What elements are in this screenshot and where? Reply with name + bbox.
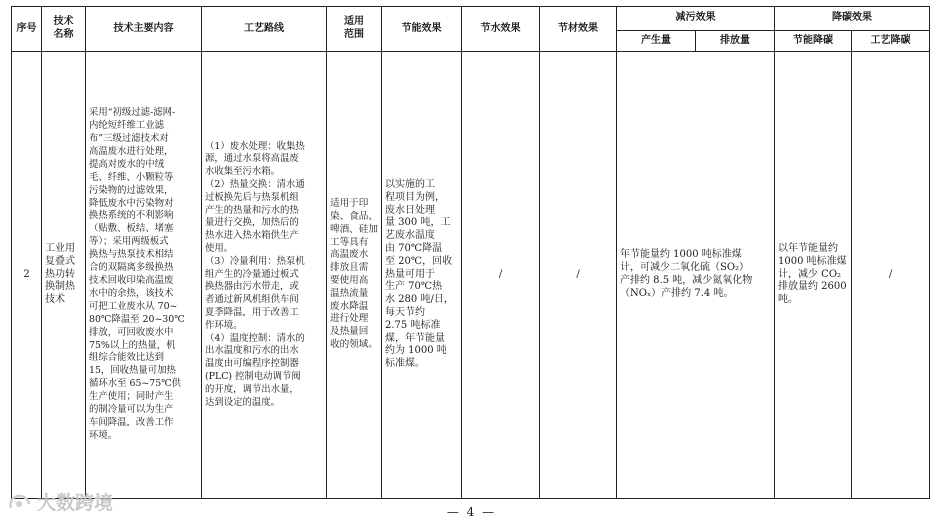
cell-seq: 2 bbox=[12, 52, 42, 499]
header-process: 工艺路线 bbox=[202, 7, 327, 52]
watermark-text: 大数跨境 bbox=[37, 492, 114, 514]
header-carbon-energy: 节能降碳 bbox=[775, 31, 852, 52]
watermark bbox=[7, 488, 113, 515]
header-water: 节水效果 bbox=[462, 7, 540, 52]
cell-tech-content: 采用“初级过滤-滤网- 内纶短纤维工业滤 布”三级过滤技术对 高温废水进行处理， 提高对废水的中绒 毛、纤维、小颗粒等 污染物的过滤效果， 降低废水中污染物对 换热系统的不利影响 （贴敷、板结、堵塞 等）；采用两级板式 换热与热泵技术相结 合的双隔离多级换热 技术回收印染高温废 水中的余热，该技术 可把工业废水从 70~ 80℃降温至 20~30℃ 排放，可回收废水中 75%以上的热量，机 组综合能效比达到 15，回收热量可加热 循环水至 65~75℃供 生产使用；同时产生 的制冷量可以为生产 车间降温，改善工作 环境。 bbox=[86, 52, 202, 499]
technology-table bbox=[11, 6, 930, 499]
header-tech-content: 技术主要内容 bbox=[86, 7, 202, 52]
cell-material: / bbox=[540, 52, 617, 499]
cell-scope: 适用于印 染、食品、 啤酒、硅加 工等具有 高温废水 排放且需 要使用高 温热流量 废水降温 进行处理 及热量回 收的领域。 bbox=[327, 52, 382, 499]
cell-water: / bbox=[462, 52, 540, 499]
header-pollution: 减污效果 bbox=[617, 7, 775, 31]
header-carbon-process: 工艺降碳 bbox=[852, 31, 930, 52]
header-row bbox=[12, 7, 930, 31]
cell-pollution: 年节能量约 1000 吨标准煤 计，可减少二氧化硫（SO₂） 产排约 8.5 吨，减少氮氧化物 （NOₓ）产排约 7.4 吨。 bbox=[617, 52, 775, 499]
cell-carbon-energy: 以年节能量约 1000 吨标准煤 计，减少 CO₂ 排放量约 2600 吨。 bbox=[775, 52, 852, 499]
cell-energy: 以实施的工 程项目为例， 废水日处理 量 300 吨，工 艺废水温度 由 70℃降温 至 20℃，回收 热量可用于 生产 70℃热 水 280 吨/日， 每天节约 2.75 吨标准 煤，年节能量 约为 1000 吨 标准煤。 bbox=[382, 52, 462, 499]
cell-process: （1）废水处理：收集热 源，通过水泵将高温废 水收集至污水箱。 （2）热量交换：清水通 过板换先后与热泵机组 产生的热量和污水的热 量进行交换，加热后的 热水进入热水箱供生产 使用。 （3）冷量利用：热泵机 组产生的冷量通过板式 换热器由污水带走，或 者通过新风机组供车间 夏季降温，用于改善工 作环境。 （4）温度控制：清水的 出水温度和污水的出水 温度由可编程序控制器 (PLC) 控制电动调节阀 的开度，调节出水量， 达到设定的温度。 bbox=[202, 52, 327, 499]
header-scope: 适用 范围 bbox=[327, 7, 382, 52]
cell-tech-name: 工业用 复叠式 热功转 换制热 技术 bbox=[42, 52, 86, 499]
brand-logo-icon bbox=[7, 492, 33, 512]
header-carbon: 降碳效果 bbox=[775, 7, 930, 31]
header-pollution-emission: 排放量 bbox=[696, 31, 775, 52]
header-energy: 节能效果 bbox=[382, 7, 462, 52]
table-row bbox=[12, 52, 930, 499]
header-tech-name: 技术 名称 bbox=[42, 7, 86, 52]
header-pollution-production: 产生量 bbox=[617, 31, 696, 52]
header-seq: 序号 bbox=[12, 7, 42, 52]
header-material: 节材效果 bbox=[540, 7, 617, 52]
cell-carbon-process: / bbox=[852, 52, 930, 499]
page-number: — 4 — bbox=[446, 505, 497, 519]
